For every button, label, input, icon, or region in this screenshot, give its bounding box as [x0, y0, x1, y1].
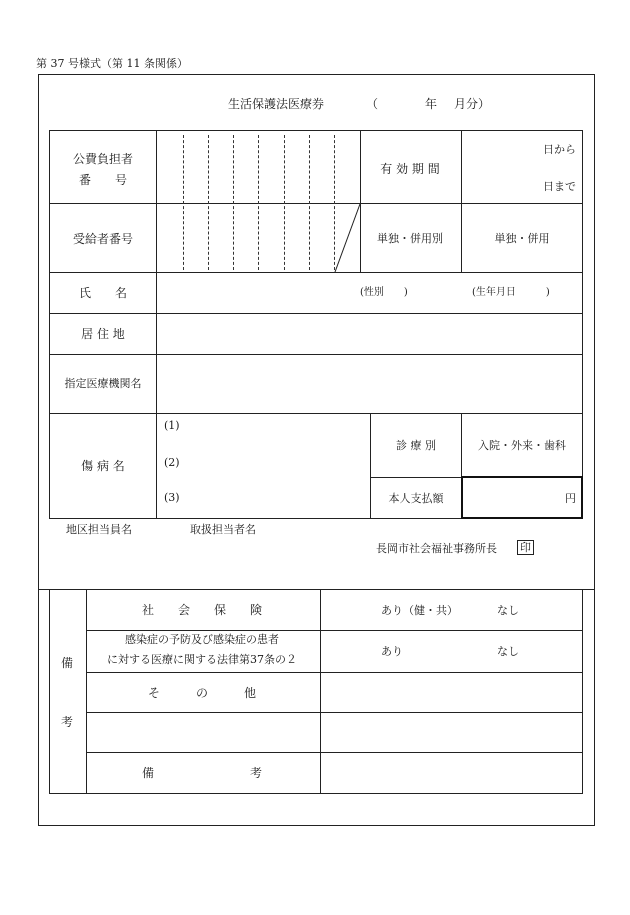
row-divider — [49, 354, 583, 355]
form-title: 生活保護法医療券 — [228, 97, 325, 111]
social-insurance-no: なし — [497, 604, 519, 617]
title-month: 月分） — [454, 97, 491, 111]
self-payment-label: 本人支払額 — [388, 492, 444, 505]
digit-separator — [183, 135, 184, 270]
title-year: 年 — [425, 97, 438, 111]
row-divider — [49, 413, 583, 414]
treatment-type-value: 入院・外来・歯科 — [478, 439, 566, 452]
row-divider — [86, 752, 583, 753]
public-payer-label-1: 公費負担者 — [72, 152, 134, 166]
handler-label: 取扱担当者名 — [190, 523, 256, 536]
col-divider — [370, 413, 371, 519]
digit-separator — [233, 135, 234, 270]
row-divider — [86, 712, 583, 713]
validity-to: 日まで — [543, 180, 576, 193]
other-label: そ の 他 — [147, 686, 257, 700]
col-divider — [156, 130, 157, 519]
col-divider — [461, 130, 462, 272]
infection-law-label-1: 感染症の予防及び感染症の患者 — [125, 633, 279, 646]
form-number: 第 37 号様式（第 11 条関係） — [36, 57, 188, 70]
birth-field: (生年月日 ) — [472, 287, 550, 298]
row-divider — [49, 313, 583, 314]
infection-law-yes: あり — [381, 645, 403, 658]
row-divider — [86, 630, 583, 631]
digit-separator — [258, 135, 259, 270]
disease-label: 傷 病 名 — [81, 459, 125, 473]
infection-law-no: なし — [497, 645, 519, 658]
remarks-side-2: 考 — [60, 715, 74, 729]
digit-separator — [284, 135, 285, 270]
residence-label: 居 住 地 — [81, 327, 125, 341]
district-officer-label: 地区担当員名 — [66, 523, 132, 536]
public-payer-label-2: 番 号 — [78, 173, 128, 187]
col-divider — [320, 589, 321, 794]
social-insurance-label: 社 会 保 険 — [141, 603, 263, 617]
institution-label: 指定医療機関名 — [64, 377, 142, 390]
sex-field: (性別 ) — [360, 287, 408, 298]
single-combined-value: 単独・併用 — [494, 232, 550, 245]
row-divider — [86, 672, 583, 673]
digit-separator — [208, 135, 209, 270]
title-paren-open: （ — [366, 97, 379, 111]
social-insurance-yes: あり（健・共） — [381, 604, 458, 617]
disease-item-2: (2) — [164, 456, 180, 469]
remarks-label: 備 考 — [141, 766, 263, 780]
remarks-table — [49, 589, 583, 794]
row-divider — [49, 272, 583, 273]
name-label: 氏 名 — [78, 286, 128, 300]
seal-mark: 印 — [517, 540, 534, 555]
treatment-type-label: 診 療 別 — [396, 439, 436, 452]
self-payment-unit: 円 — [565, 492, 576, 505]
diagonal-slash — [334, 204, 361, 272]
main-table — [49, 130, 583, 519]
single-combined-label: 単独・併用別 — [377, 232, 443, 245]
row-divider — [49, 203, 583, 204]
disease-item-3: (3) — [164, 491, 180, 504]
validity-from: 日から — [543, 143, 576, 156]
validity-label: 有 効 期 間 — [380, 162, 440, 176]
remarks-side-1: 備 — [60, 656, 74, 670]
recipient-number-label: 受給者番号 — [72, 232, 134, 246]
disease-item-1: (1) — [164, 419, 180, 432]
digit-separator — [309, 135, 310, 270]
issuer-text: 長岡市社会福祉事務所長 — [376, 542, 497, 555]
col-divider — [86, 589, 87, 794]
infection-law-label-2: に対する医療に関する法律第37条の２ — [107, 653, 297, 666]
